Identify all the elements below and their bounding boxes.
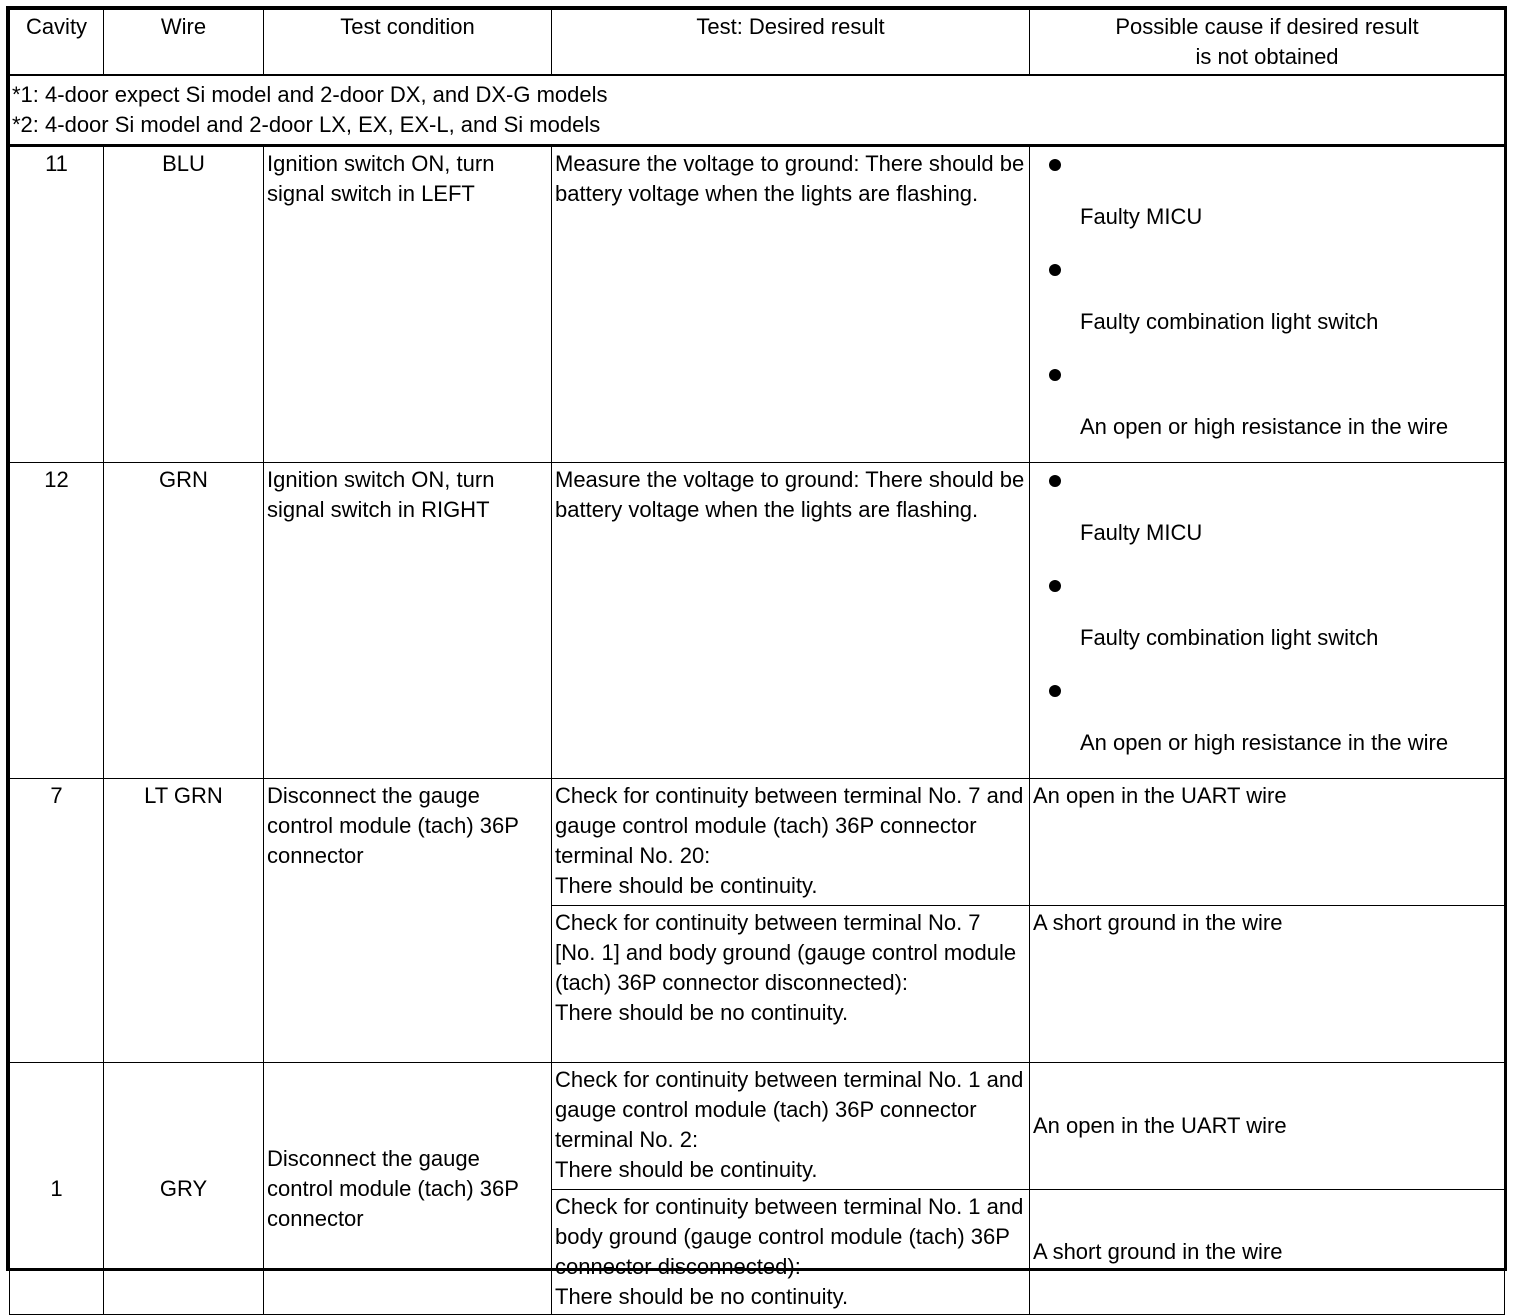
cause-cell: An open in the UART wire [1030, 1063, 1505, 1190]
cause-cell: A short ground in the wire [1030, 1190, 1505, 1315]
result-cell: Check for continuity between terminal No. 1 and body ground (gauge control module (tach) 36P connector disconnected): There should be no continuity. [552, 1190, 1030, 1315]
note-1: *1: 4-door expect Si model and 2-door DX, and DX-G models [12, 82, 608, 107]
condition-cell: Ignition switch ON, turn signal switch in LEFT [264, 146, 552, 463]
bullet-icon [1049, 475, 1061, 487]
header-row [10, 10, 1505, 76]
cause-item: Faulty MICU [1030, 463, 1504, 568]
result-cell: Check for continuity between terminal No. 7 and gauge control module (tach) 36P connector terminal No. 20: There should be continuity. [552, 779, 1030, 906]
cause-cell [1030, 463, 1505, 779]
wire-cell: GRN [104, 463, 264, 779]
connector-test-table [9, 9, 1505, 1315]
cavity-cell: 11 [10, 146, 104, 463]
wire-cell: BLU [104, 146, 264, 463]
wire-cell: GRY [104, 1063, 264, 1315]
cavity-cell: 12 [10, 463, 104, 779]
table-row [10, 1063, 1505, 1190]
result-cell: Measure the voltage to ground: There should be battery voltage when the lights are flashing. [552, 146, 1030, 463]
table-frame [6, 6, 1507, 1309]
bullet-icon [1049, 159, 1061, 171]
cause-item: Faulty combination light switch [1030, 568, 1504, 673]
cavity-cell: 1 [10, 1063, 104, 1315]
header-desired-result: Test: Desired result [552, 10, 1030, 76]
result-cell: Measure the voltage to ground: There should be battery voltage when the lights are flashing. [552, 463, 1030, 779]
bullet-icon [1049, 580, 1061, 592]
cause-item: Faulty MICU [1030, 147, 1504, 252]
cause-cell: A short ground in the wire [1030, 906, 1505, 1063]
condition-cell: Disconnect the gauge control module (tach) 36P connector [264, 1063, 552, 1315]
table-row [10, 146, 1505, 463]
cause-cell: An open in the UART wire [1030, 779, 1505, 906]
table-row [10, 779, 1505, 906]
header-cavity: Cavity [10, 10, 104, 76]
model-notes-row [10, 75, 1505, 146]
condition-cell: Disconnect the gauge control module (tach) 36P connector [264, 779, 552, 1063]
bullet-icon [1049, 369, 1061, 381]
note-2: *2: 4-door Si model and 2-door LX, EX, EX-L, and Si models [12, 112, 601, 137]
header-possible-cause: Possible cause if desired result is not obtained [1030, 10, 1505, 76]
table-row [10, 463, 1505, 779]
condition-cell: Ignition switch ON, turn signal switch in RIGHT [264, 463, 552, 779]
cause-item: An open or high resistance in the wire [1030, 357, 1504, 462]
cause-item: Faulty combination light switch [1030, 252, 1504, 357]
cause-item: An open or high resistance in the wire [1030, 673, 1504, 778]
bullet-icon [1049, 264, 1061, 276]
bullet-icon [1049, 685, 1061, 697]
header-test-condition: Test condition [264, 10, 552, 76]
wire-cell: LT GRN [104, 779, 264, 1063]
header-wire: Wire [104, 10, 264, 76]
result-cell: Check for continuity between terminal No. 7 [No. 1] and body ground (gauge control module (tach) 36P connector disconnected): There should be no continuity. [552, 906, 1030, 1063]
result-cell: Check for continuity between terminal No. 1 and gauge control module (tach) 36P connector terminal No. 2: There should be continuity. [552, 1063, 1030, 1190]
cause-cell [1030, 146, 1505, 463]
cavity-cell: 7 [10, 779, 104, 1063]
